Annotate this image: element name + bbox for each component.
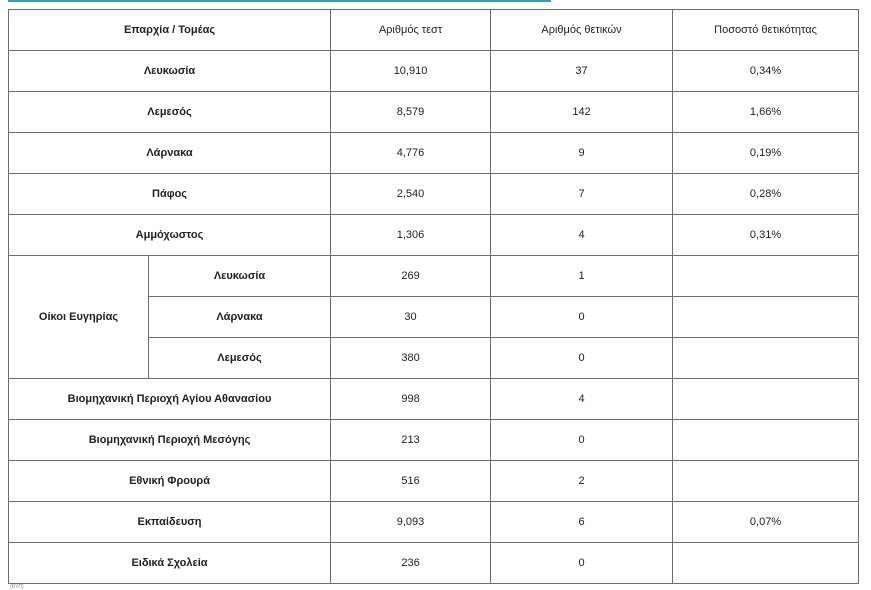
table-header-row: [9, 10, 859, 51]
cell-tests: 998: [331, 379, 491, 420]
cell-district: Βιομηχανική Περιοχή Μεσόγης: [9, 420, 331, 461]
cell-rate: [673, 297, 859, 338]
cell-positives: 0: [491, 420, 673, 461]
cell-rate: 0,19%: [673, 133, 859, 174]
header-tests: Αριθμός τεστ: [331, 10, 491, 51]
cell-tests: 213: [331, 420, 491, 461]
cell-tests: 4,776: [331, 133, 491, 174]
cell-subdistrict: Λάρνακα: [149, 297, 331, 338]
cell-tests: 2,540: [331, 174, 491, 215]
table-row: [9, 420, 859, 461]
cell-tests: 8,579: [331, 92, 491, 133]
table-row: [9, 174, 859, 215]
cell-rate: 0,28%: [673, 174, 859, 215]
cell-district: Αμμόχωστος: [9, 215, 331, 256]
cell-positives: 4: [491, 215, 673, 256]
table-row: [9, 502, 859, 543]
cell-rate: 1,66%: [673, 92, 859, 133]
cell-tests: 236: [331, 543, 491, 584]
cell-tests: 380: [331, 338, 491, 379]
cell-positives: 142: [491, 92, 673, 133]
cell-district: Εκπαίδευση: [9, 502, 331, 543]
cell-tests: 1,306: [331, 215, 491, 256]
care-homes-group-label: Οίκοι Ευγηρίας: [9, 256, 149, 379]
table-row: [9, 543, 859, 584]
table-row: [9, 215, 859, 256]
cell-rate: [673, 256, 859, 297]
test-results-table: [8, 9, 859, 584]
cell-tests: 9,093: [331, 502, 491, 543]
cell-positives: 37: [491, 51, 673, 92]
table-row: [9, 379, 859, 420]
cell-district: Λεμεσός: [9, 92, 331, 133]
table-row: [9, 256, 859, 297]
cell-positives: 0: [491, 338, 673, 379]
cell-positives: 0: [491, 297, 673, 338]
cell-district: Ειδικά Σχολεία: [9, 543, 331, 584]
cell-rate: [673, 543, 859, 584]
header-positives: Αριθμός θετικών: [491, 10, 673, 51]
cell-positives: 0: [491, 543, 673, 584]
cell-rate: 0,34%: [673, 51, 859, 92]
cell-rate: [673, 420, 859, 461]
cell-positives: 1: [491, 256, 673, 297]
cell-subdistrict: Λευκωσία: [149, 256, 331, 297]
source-footnote: (ΚΥΠ): [10, 584, 24, 590]
cell-rate: 0,07%: [673, 502, 859, 543]
cell-district: Λευκωσία: [9, 51, 331, 92]
cell-rate: [673, 461, 859, 502]
table-row: [9, 92, 859, 133]
cell-district: Λάρνακα: [9, 133, 331, 174]
top-divider: [8, 0, 551, 2]
cell-tests: 269: [331, 256, 491, 297]
cell-subdistrict: Λεμεσός: [149, 338, 331, 379]
table-row: [9, 51, 859, 92]
cell-rate: 0,31%: [673, 215, 859, 256]
cell-district: Πάφος: [9, 174, 331, 215]
cell-district: Βιομηχανική Περιοχή Αγίου Αθανασίου: [9, 379, 331, 420]
cell-rate: [673, 379, 859, 420]
cell-rate: [673, 338, 859, 379]
cell-positives: 4: [491, 379, 673, 420]
cell-tests: 10,910: [331, 51, 491, 92]
cell-positives: 2: [491, 461, 673, 502]
cell-tests: 30: [331, 297, 491, 338]
cell-tests: 516: [331, 461, 491, 502]
cell-district: Εθνική Φρουρά: [9, 461, 331, 502]
cell-positives: 6: [491, 502, 673, 543]
table-row: [9, 133, 859, 174]
cell-positives: 9: [491, 133, 673, 174]
header-rate: Ποσοστό θετικότητας: [673, 10, 859, 51]
cell-positives: 7: [491, 174, 673, 215]
header-district: Επαρχία / Τομέας: [9, 10, 331, 51]
table-row: [9, 461, 859, 502]
